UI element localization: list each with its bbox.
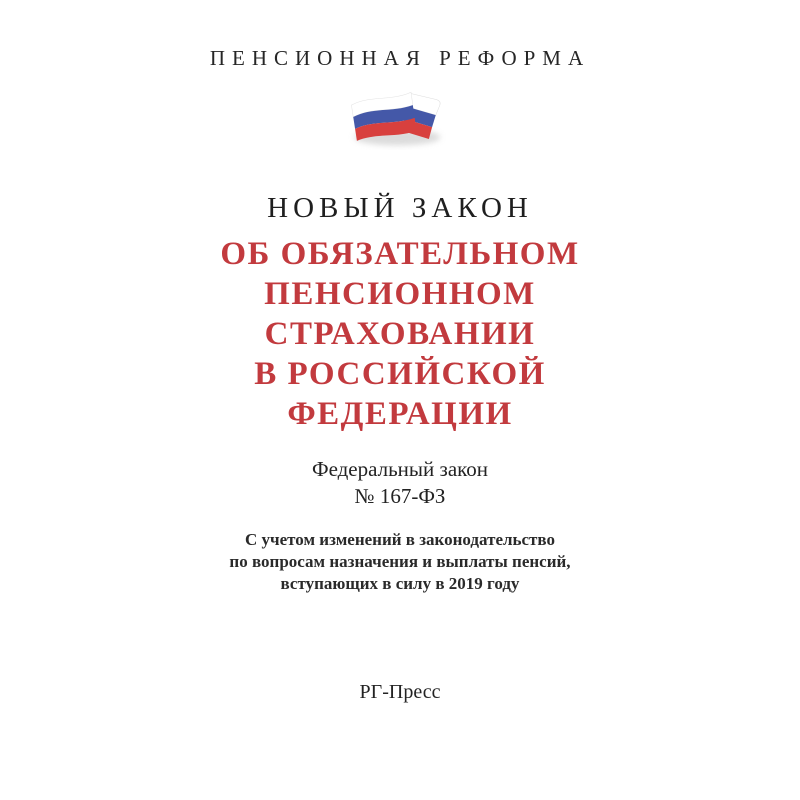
edition-note-line: вступающих в силу в 2019 году <box>280 574 520 593</box>
main-title-line: СТРАХОВАНИИ <box>264 316 536 352</box>
edition-note <box>0 529 800 595</box>
kicker-new-law: НОВЫЙ ЗАКОН <box>267 192 533 224</box>
main-title-line: ПЕНСИОННОМ <box>264 276 536 312</box>
main-title-line: ФЕДЕРАЦИИ <box>287 396 513 432</box>
main-title <box>0 234 800 434</box>
series-title: ПЕНСИОННАЯ РЕФОРМА <box>209 46 591 70</box>
russian-flag-icon <box>345 84 455 155</box>
law-number: № 167-ФЗ <box>354 484 446 508</box>
publisher-name: РГ-Пресс <box>359 681 441 703</box>
law-type: Федеральный закон <box>311 457 489 481</box>
main-title-line: ОБ ОБЯЗАТЕЛЬНОМ <box>220 236 580 272</box>
edition-note-line: по вопросам назначения и выплаты пенсий, <box>229 552 571 571</box>
law-reference <box>0 456 800 510</box>
main-title-line: В РОССИЙСКОЙ <box>254 356 546 392</box>
edition-note-line: С учетом изменений в законодательство <box>245 530 555 549</box>
flag-container <box>0 84 800 155</box>
